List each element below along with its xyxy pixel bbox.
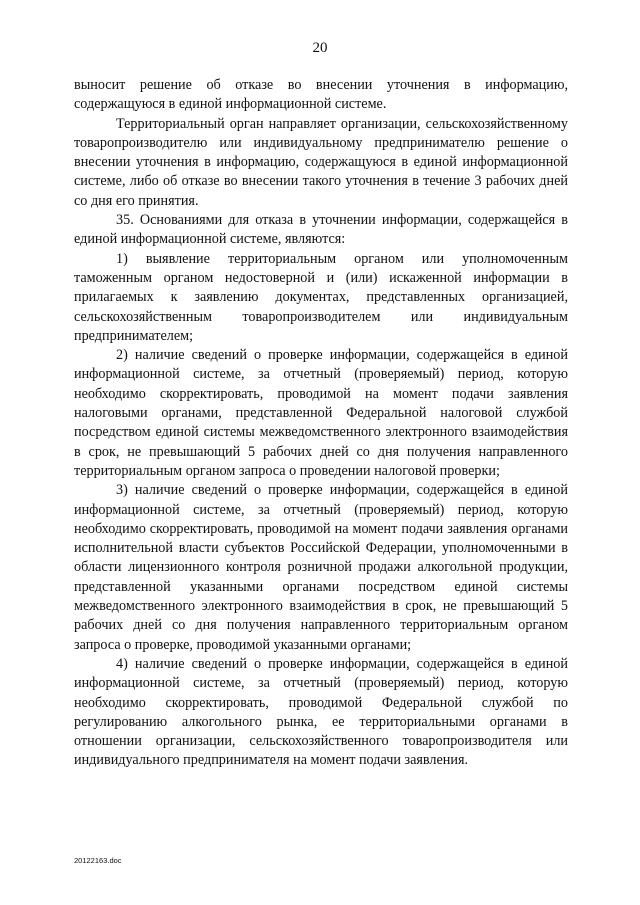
list-item-4: 4) наличие сведений о проверке информации, содержащейся в единой информационной системе, за отчетный (проверяемый) период, которую необходимо скорректировать, проводимой Федеральной службой по регулированию алкогольного рынка, ее территориальными органами в отношении организации, сельскохозяйственного товаропроизводителя или индивидуального предпринимателя на момент подачи заявления. — [74, 655, 568, 769]
paragraph-item-35: 35. Основаниями для отказа в уточнении информации, содержащейся в единой информационной системе, являются: — [74, 212, 568, 248]
list-item-2: 2) наличие сведений о проверке информации, содержащейся в единой информационной системе, за отчетный (проверяемый) период, которую необходимо скорректировать, проводимой на момент подачи заявления налоговыми органами, представленной Федеральной налоговой службой посредством единой системы межведомственного электронного взаимодействия в срок, не превышающий 5 рабочих дней со дня получения направленного территориальным органом запроса о проведении налоговой проверки; — [74, 347, 568, 479]
document-body — [74, 76, 568, 771]
list-item-1: 1) выявление территориальным органом или уполномоченным таможенным органом недостоверной и (или) искаженной информации в прилагаемых к заявлению документах, представленных организацией, сельскохозяйственным товаропроизводителем или индивидуальным предпринимателем; — [74, 250, 568, 344]
paragraph-continuation: выносит решение об отказе во внесении уточнения в информацию, содержащуюся в единой информационной системе. — [74, 77, 568, 113]
list-item-3: 3) наличие сведений о проверке информации, содержащейся в единой информационной системе, за отчетный (проверяемый) период, которую необходимо скорректировать, проводимой на момент подачи заявления органами исполнительной власти субъектов Российской Федерации, уполномоченными в области лицензионного контроля розничной продажи алкогольной продукции, представленной указанными органами посредством единой системы межведомственного электронного взаимодействия в срок, не превышающий 5 рабочих дней со дня получения направленного территориальным органом запроса о проверке, проводимой указанными органами; — [74, 482, 568, 653]
paragraph-territorial-organ: Территориальный орган направляет организации, сельскохозяйственному товаропроизводителю или индивидуальному предпринимателю решение о внесении уточнения в информацию, содержащуюся в единой информационной системе, либо об отказе во внесении такого уточнения в течение 3 рабочих дней со дня его принятия. — [74, 115, 568, 209]
file-name-footer: 20122163.doc — [74, 856, 122, 865]
page-number: 20 — [312, 40, 328, 56]
